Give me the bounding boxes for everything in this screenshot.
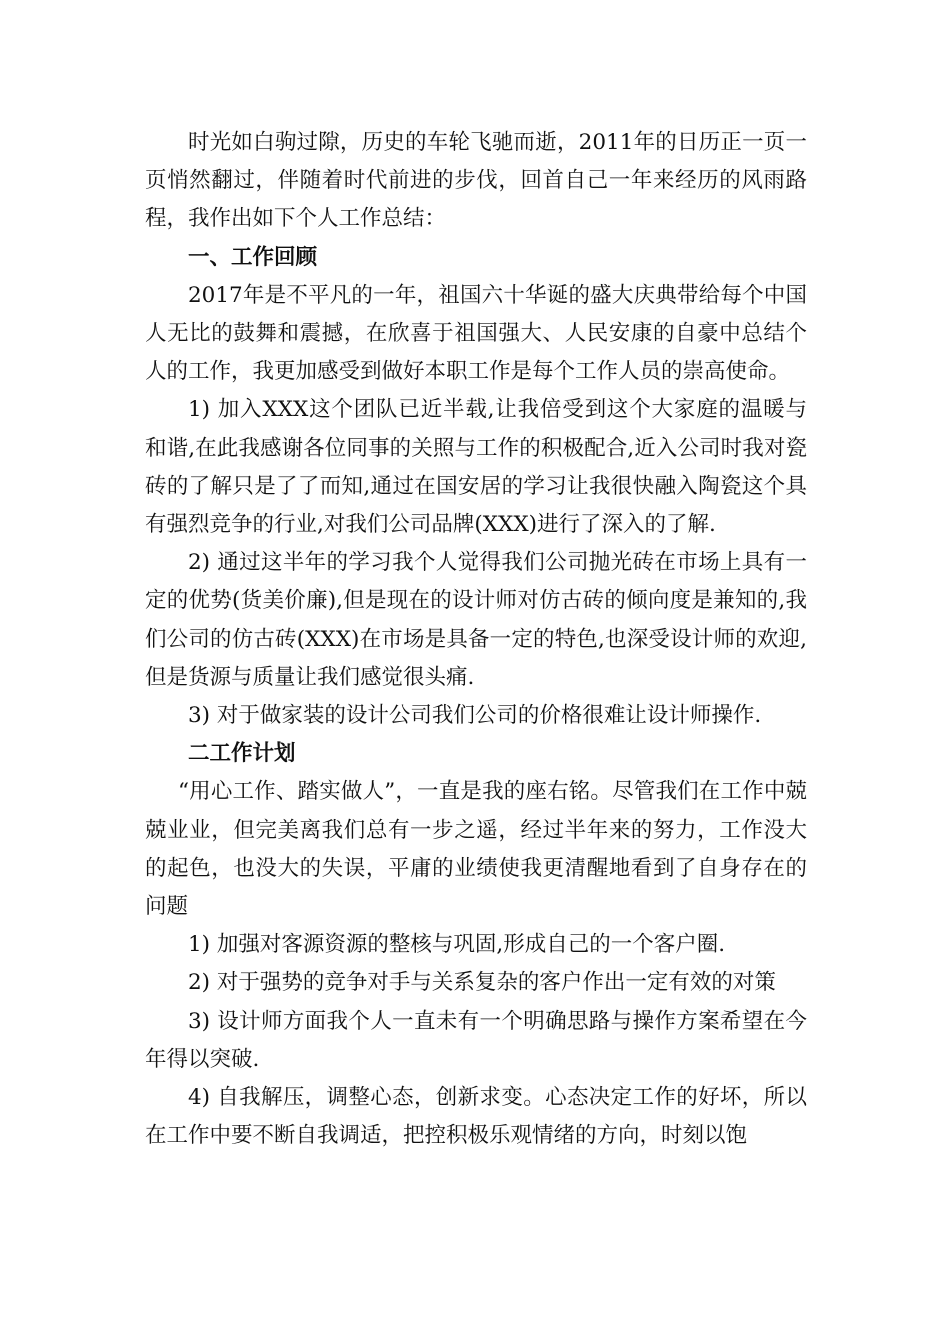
work-plan-paragraph: “用心工作、踏实做人”，一直是我的座右铭。尽管我们在工作中兢兢业业，但完美离我们总有一步之遥，经过半年来的努力，工作没大的起色，也没大的失误，平庸的业绩使我更清醒地看到了自身存在的问题 [145, 779, 807, 920]
work-plan-item-1: 1) 加强对客源资源的整核与巩固,形成自己的一个客户圈. [188, 932, 726, 958]
work-plan-item-2: 2) 对于强势的竞争对手与关系复杂的客户作出一定有效的对策 [188, 970, 776, 996]
work-review-item-2: 2) 通过这半年的学习我个人觉得我们公司抛光砖在市场上具有一定的优势(货美价廉),但是现在的设计师对仿古砖的倾向度是兼知的,我们公司的仿古砖(XXX)在市场是具备一定的特色,也深受设计师的欢迎,但是货源与质量让我们感觉很头痛. [145, 550, 807, 690]
section-heading-work-review: 一、工作回顾 [188, 244, 318, 270]
intro-paragraph: 时光如白驹过隙，历史的车轮飞驰而逝，2011年的日历正一页一页悄然翻过，伴随着时代前进的步伐，回首自己一年来经历的风雨路程，我作出如下个人工作总结： [145, 130, 807, 232]
work-plan-item-4: 4) 自我解压，调整心态，创新求变。心态决定工作的好坏，所以在工作中要不断自我调适，把控积极乐观情绪的方向，时刻以饱 [145, 1085, 807, 1149]
work-review-item-3: 3) 对于做家装的设计公司我们公司的价格很难让设计师操作. [188, 703, 762, 729]
document-body [145, 124, 807, 1155]
work-review-item-1: 1) 加入XXX这个团队已近半载,让我倍受到这个大家庭的温暖与和谐,在此我感谢各位同事的关照与工作的积极配合,近入公司时我对瓷砖的了解只是了了而知,通过在国安居的学习让我很快融入陶瓷这个具有强烈竞争的行业,对我们公司品牌(XXX)进行了深入的了解. [145, 397, 807, 538]
work-review-paragraph: 2017年是不平凡的一年，祖国六十华诞的盛大庆典带给每个中国人无比的鼓舞和震撼，在欣喜于祖国强大、人民安康的自豪中总结个人的工作，我更加感受到做好本职工作是每个工作人员的崇高使命。 [145, 282, 807, 385]
section-heading-work-plan: 二工作计划 [188, 741, 296, 767]
work-plan-item-3: 3) 设计师方面我个人一直未有一个明确思路与操作方案希望在今年得以突破. [145, 1008, 807, 1072]
